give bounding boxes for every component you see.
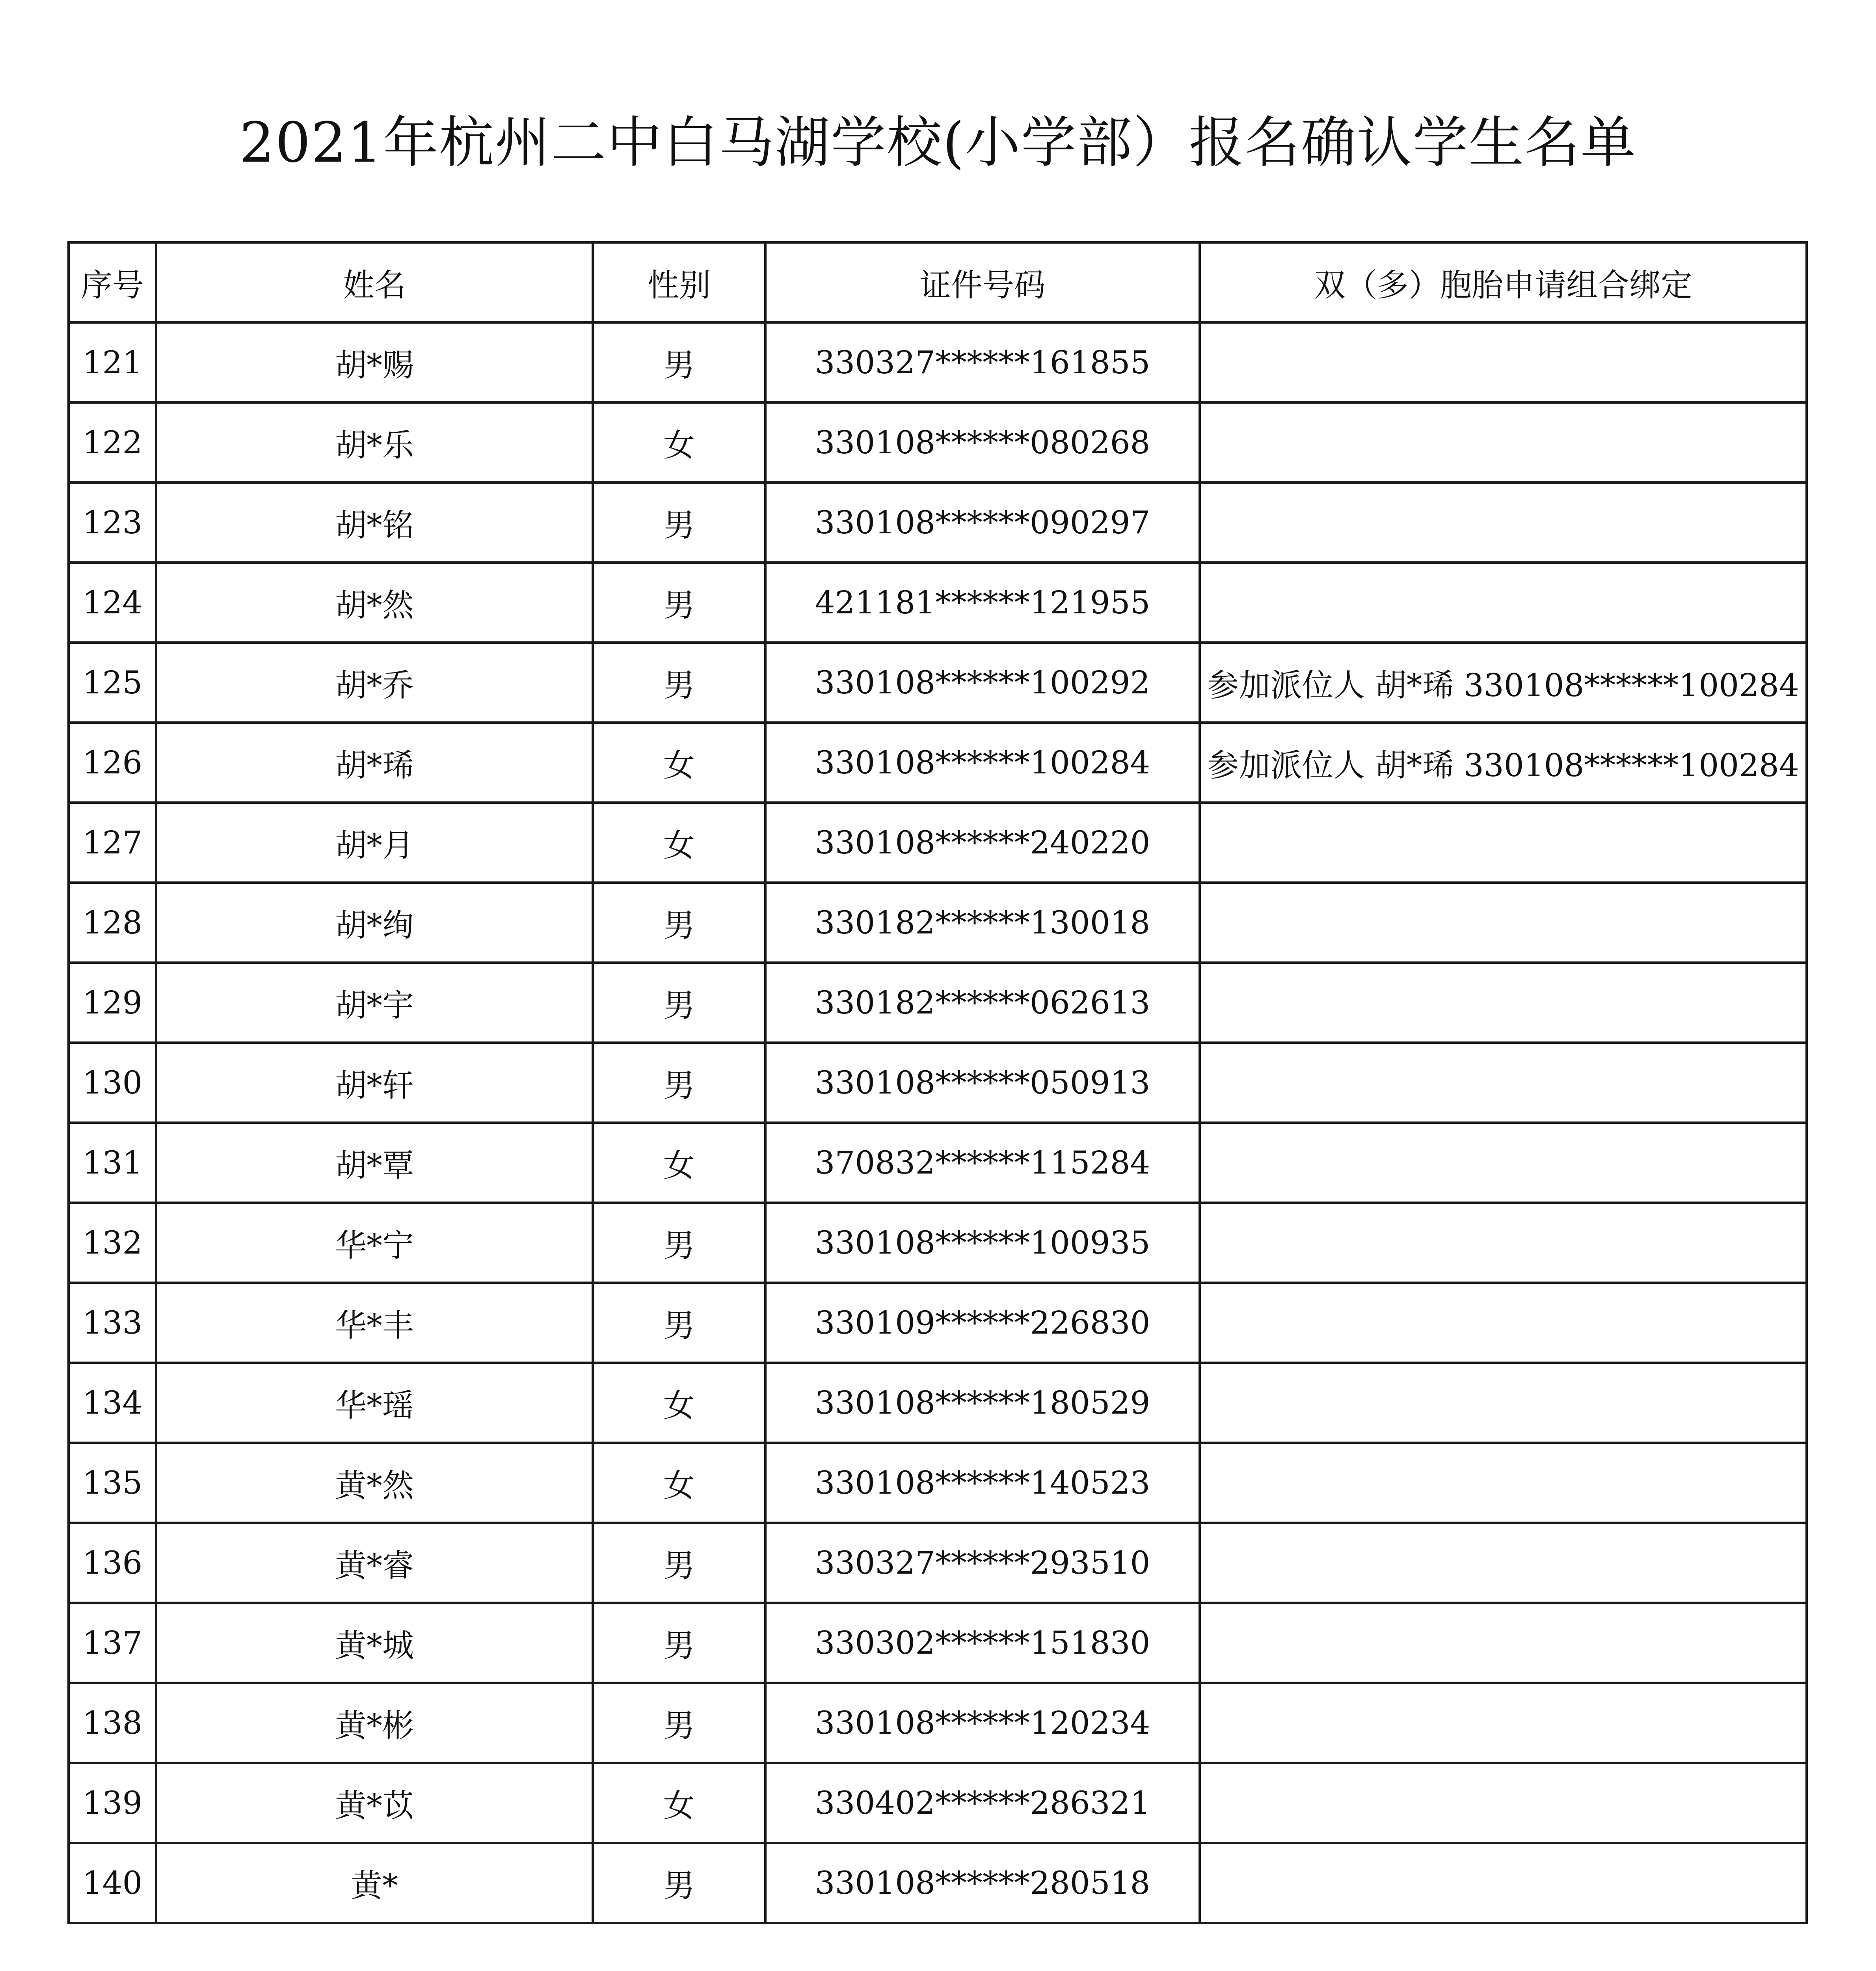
header-gender: 性别 bbox=[593, 242, 765, 322]
cell-gender: 女 bbox=[593, 1123, 765, 1203]
cell-gender: 男 bbox=[593, 1283, 765, 1363]
table-row bbox=[69, 1363, 1807, 1443]
cell-name: 胡*然 bbox=[156, 563, 593, 643]
cell-serial-number: 123 bbox=[69, 483, 156, 563]
cell-id-number: 330108******120234 bbox=[765, 1683, 1200, 1763]
cell-id-number: 330182******130018 bbox=[765, 883, 1200, 963]
cell-twin-binding bbox=[1200, 1443, 1807, 1523]
cell-gender: 男 bbox=[593, 643, 765, 723]
cell-serial-number: 132 bbox=[69, 1203, 156, 1283]
cell-id-number: 330108******050913 bbox=[765, 1043, 1200, 1123]
cell-gender: 女 bbox=[593, 803, 765, 883]
cell-serial-number: 140 bbox=[69, 1843, 156, 1923]
cell-id-number: 330108******100284 bbox=[765, 723, 1200, 803]
header-twin-binding: 双（多）胞胎申请组合绑定 bbox=[1200, 242, 1807, 322]
cell-twin-binding bbox=[1200, 1523, 1807, 1603]
cell-twin-binding bbox=[1200, 322, 1807, 402]
header-id-number: 证件号码 bbox=[765, 242, 1200, 322]
cell-gender: 男 bbox=[593, 963, 765, 1043]
page-title: 2021年杭州二中白马湖学校(小学部）报名确认学生名单 bbox=[239, 111, 1637, 175]
cell-id-number: 370832******115284 bbox=[765, 1123, 1200, 1203]
cell-name: 黄*苡 bbox=[156, 1763, 593, 1843]
cell-name: 胡*乐 bbox=[156, 402, 593, 483]
cell-name: 胡*赐 bbox=[156, 322, 593, 402]
cell-id-number: 330108******280518 bbox=[765, 1843, 1200, 1923]
table-row bbox=[69, 1203, 1807, 1283]
cell-twin-binding bbox=[1200, 1043, 1807, 1123]
table-row bbox=[69, 883, 1807, 963]
cell-twin-binding bbox=[1200, 1123, 1807, 1203]
cell-name: 黄*彬 bbox=[156, 1683, 593, 1763]
cell-serial-number: 125 bbox=[69, 643, 156, 723]
cell-twin-binding bbox=[1200, 1843, 1807, 1923]
cell-name: 华*宁 bbox=[156, 1203, 593, 1283]
cell-serial-number: 136 bbox=[69, 1523, 156, 1603]
student-roster-table bbox=[67, 241, 1808, 1924]
cell-twin-binding: 参加派位人 胡*琋 330108******100284 bbox=[1200, 723, 1807, 803]
cell-serial-number: 126 bbox=[69, 723, 156, 803]
table-row bbox=[69, 402, 1807, 483]
cell-serial-number: 121 bbox=[69, 322, 156, 402]
cell-id-number: 330109******226830 bbox=[765, 1283, 1200, 1363]
cell-gender: 女 bbox=[593, 723, 765, 803]
cell-gender: 女 bbox=[593, 1763, 765, 1843]
cell-id-number: 330108******140523 bbox=[765, 1443, 1200, 1523]
header-serial-number: 序号 bbox=[69, 242, 156, 322]
cell-id-number: 330108******180529 bbox=[765, 1363, 1200, 1443]
cell-id-number: 330327******293510 bbox=[765, 1523, 1200, 1603]
table-row bbox=[69, 483, 1807, 563]
cell-serial-number: 130 bbox=[69, 1043, 156, 1123]
table-row bbox=[69, 1283, 1807, 1363]
cell-twin-binding bbox=[1200, 1283, 1807, 1363]
table-row bbox=[69, 1843, 1807, 1923]
table-row bbox=[69, 322, 1807, 402]
cell-gender: 男 bbox=[593, 483, 765, 563]
cell-gender: 女 bbox=[593, 402, 765, 483]
cell-twin-binding bbox=[1200, 1203, 1807, 1283]
cell-id-number: 330108******090297 bbox=[765, 483, 1200, 563]
cell-name: 胡*轩 bbox=[156, 1043, 593, 1123]
cell-twin-binding bbox=[1200, 883, 1807, 963]
cell-name: 华*丰 bbox=[156, 1283, 593, 1363]
cell-twin-binding bbox=[1200, 1363, 1807, 1443]
table-row bbox=[69, 1443, 1807, 1523]
cell-twin-binding bbox=[1200, 1603, 1807, 1683]
cell-name: 胡*琋 bbox=[156, 723, 593, 803]
cell-serial-number: 135 bbox=[69, 1443, 156, 1523]
cell-serial-number: 124 bbox=[69, 563, 156, 643]
table-row bbox=[69, 803, 1807, 883]
cell-serial-number: 134 bbox=[69, 1363, 156, 1443]
table-header-row bbox=[69, 242, 1807, 322]
cell-serial-number: 127 bbox=[69, 803, 156, 883]
header-name: 姓名 bbox=[156, 242, 593, 322]
cell-gender: 男 bbox=[593, 1043, 765, 1123]
cell-id-number: 330402******286321 bbox=[765, 1763, 1200, 1843]
cell-gender: 男 bbox=[593, 1843, 765, 1923]
table-row bbox=[69, 1043, 1807, 1123]
cell-id-number: 330327******161855 bbox=[765, 322, 1200, 402]
cell-id-number: 330108******080268 bbox=[765, 402, 1200, 483]
cell-twin-binding bbox=[1200, 483, 1807, 563]
cell-serial-number: 139 bbox=[69, 1763, 156, 1843]
cell-twin-binding bbox=[1200, 1763, 1807, 1843]
cell-twin-binding bbox=[1200, 402, 1807, 483]
cell-serial-number: 133 bbox=[69, 1283, 156, 1363]
table-body bbox=[69, 322, 1807, 1923]
cell-name: 胡*覃 bbox=[156, 1123, 593, 1203]
table-row bbox=[69, 1523, 1807, 1603]
cell-id-number: 421181******121955 bbox=[765, 563, 1200, 643]
cell-name: 胡*月 bbox=[156, 803, 593, 883]
cell-serial-number: 137 bbox=[69, 1603, 156, 1683]
cell-gender: 男 bbox=[593, 1203, 765, 1283]
cell-id-number: 330108******240220 bbox=[765, 803, 1200, 883]
cell-id-number: 330302******151830 bbox=[765, 1603, 1200, 1683]
table-row bbox=[69, 963, 1807, 1043]
table-row bbox=[69, 1763, 1807, 1843]
cell-gender: 女 bbox=[593, 1363, 765, 1443]
cell-name: 胡*绚 bbox=[156, 883, 593, 963]
cell-gender: 男 bbox=[593, 322, 765, 402]
cell-name: 胡*铭 bbox=[156, 483, 593, 563]
cell-serial-number: 138 bbox=[69, 1683, 156, 1763]
cell-twin-binding bbox=[1200, 1683, 1807, 1763]
table-row bbox=[69, 563, 1807, 643]
cell-name: 胡*宇 bbox=[156, 963, 593, 1043]
cell-name: 黄*睿 bbox=[156, 1523, 593, 1603]
cell-gender: 男 bbox=[593, 883, 765, 963]
cell-id-number: 330182******062613 bbox=[765, 963, 1200, 1043]
cell-name: 胡*乔 bbox=[156, 643, 593, 723]
table-row bbox=[69, 1603, 1807, 1683]
table-row bbox=[69, 723, 1807, 803]
cell-name: 黄*城 bbox=[156, 1603, 593, 1683]
cell-gender: 男 bbox=[593, 563, 765, 643]
cell-twin-binding: 参加派位人 胡*琋 330108******100284 bbox=[1200, 643, 1807, 723]
table-row bbox=[69, 643, 1807, 723]
cell-serial-number: 131 bbox=[69, 1123, 156, 1203]
cell-gender: 男 bbox=[593, 1603, 765, 1683]
cell-twin-binding bbox=[1200, 963, 1807, 1043]
cell-name: 黄* bbox=[156, 1843, 593, 1923]
cell-serial-number: 129 bbox=[69, 963, 156, 1043]
cell-id-number: 330108******100292 bbox=[765, 643, 1200, 723]
cell-name: 黄*然 bbox=[156, 1443, 593, 1523]
cell-twin-binding bbox=[1200, 803, 1807, 883]
cell-id-number: 330108******100935 bbox=[765, 1203, 1200, 1283]
table-row bbox=[69, 1683, 1807, 1763]
cell-gender: 男 bbox=[593, 1523, 765, 1603]
cell-gender: 女 bbox=[593, 1443, 765, 1523]
cell-serial-number: 122 bbox=[69, 402, 156, 483]
cell-name: 华*瑶 bbox=[156, 1363, 593, 1443]
cell-gender: 男 bbox=[593, 1683, 765, 1763]
cell-twin-binding bbox=[1200, 563, 1807, 643]
cell-serial-number: 128 bbox=[69, 883, 156, 963]
table-row bbox=[69, 1123, 1807, 1203]
